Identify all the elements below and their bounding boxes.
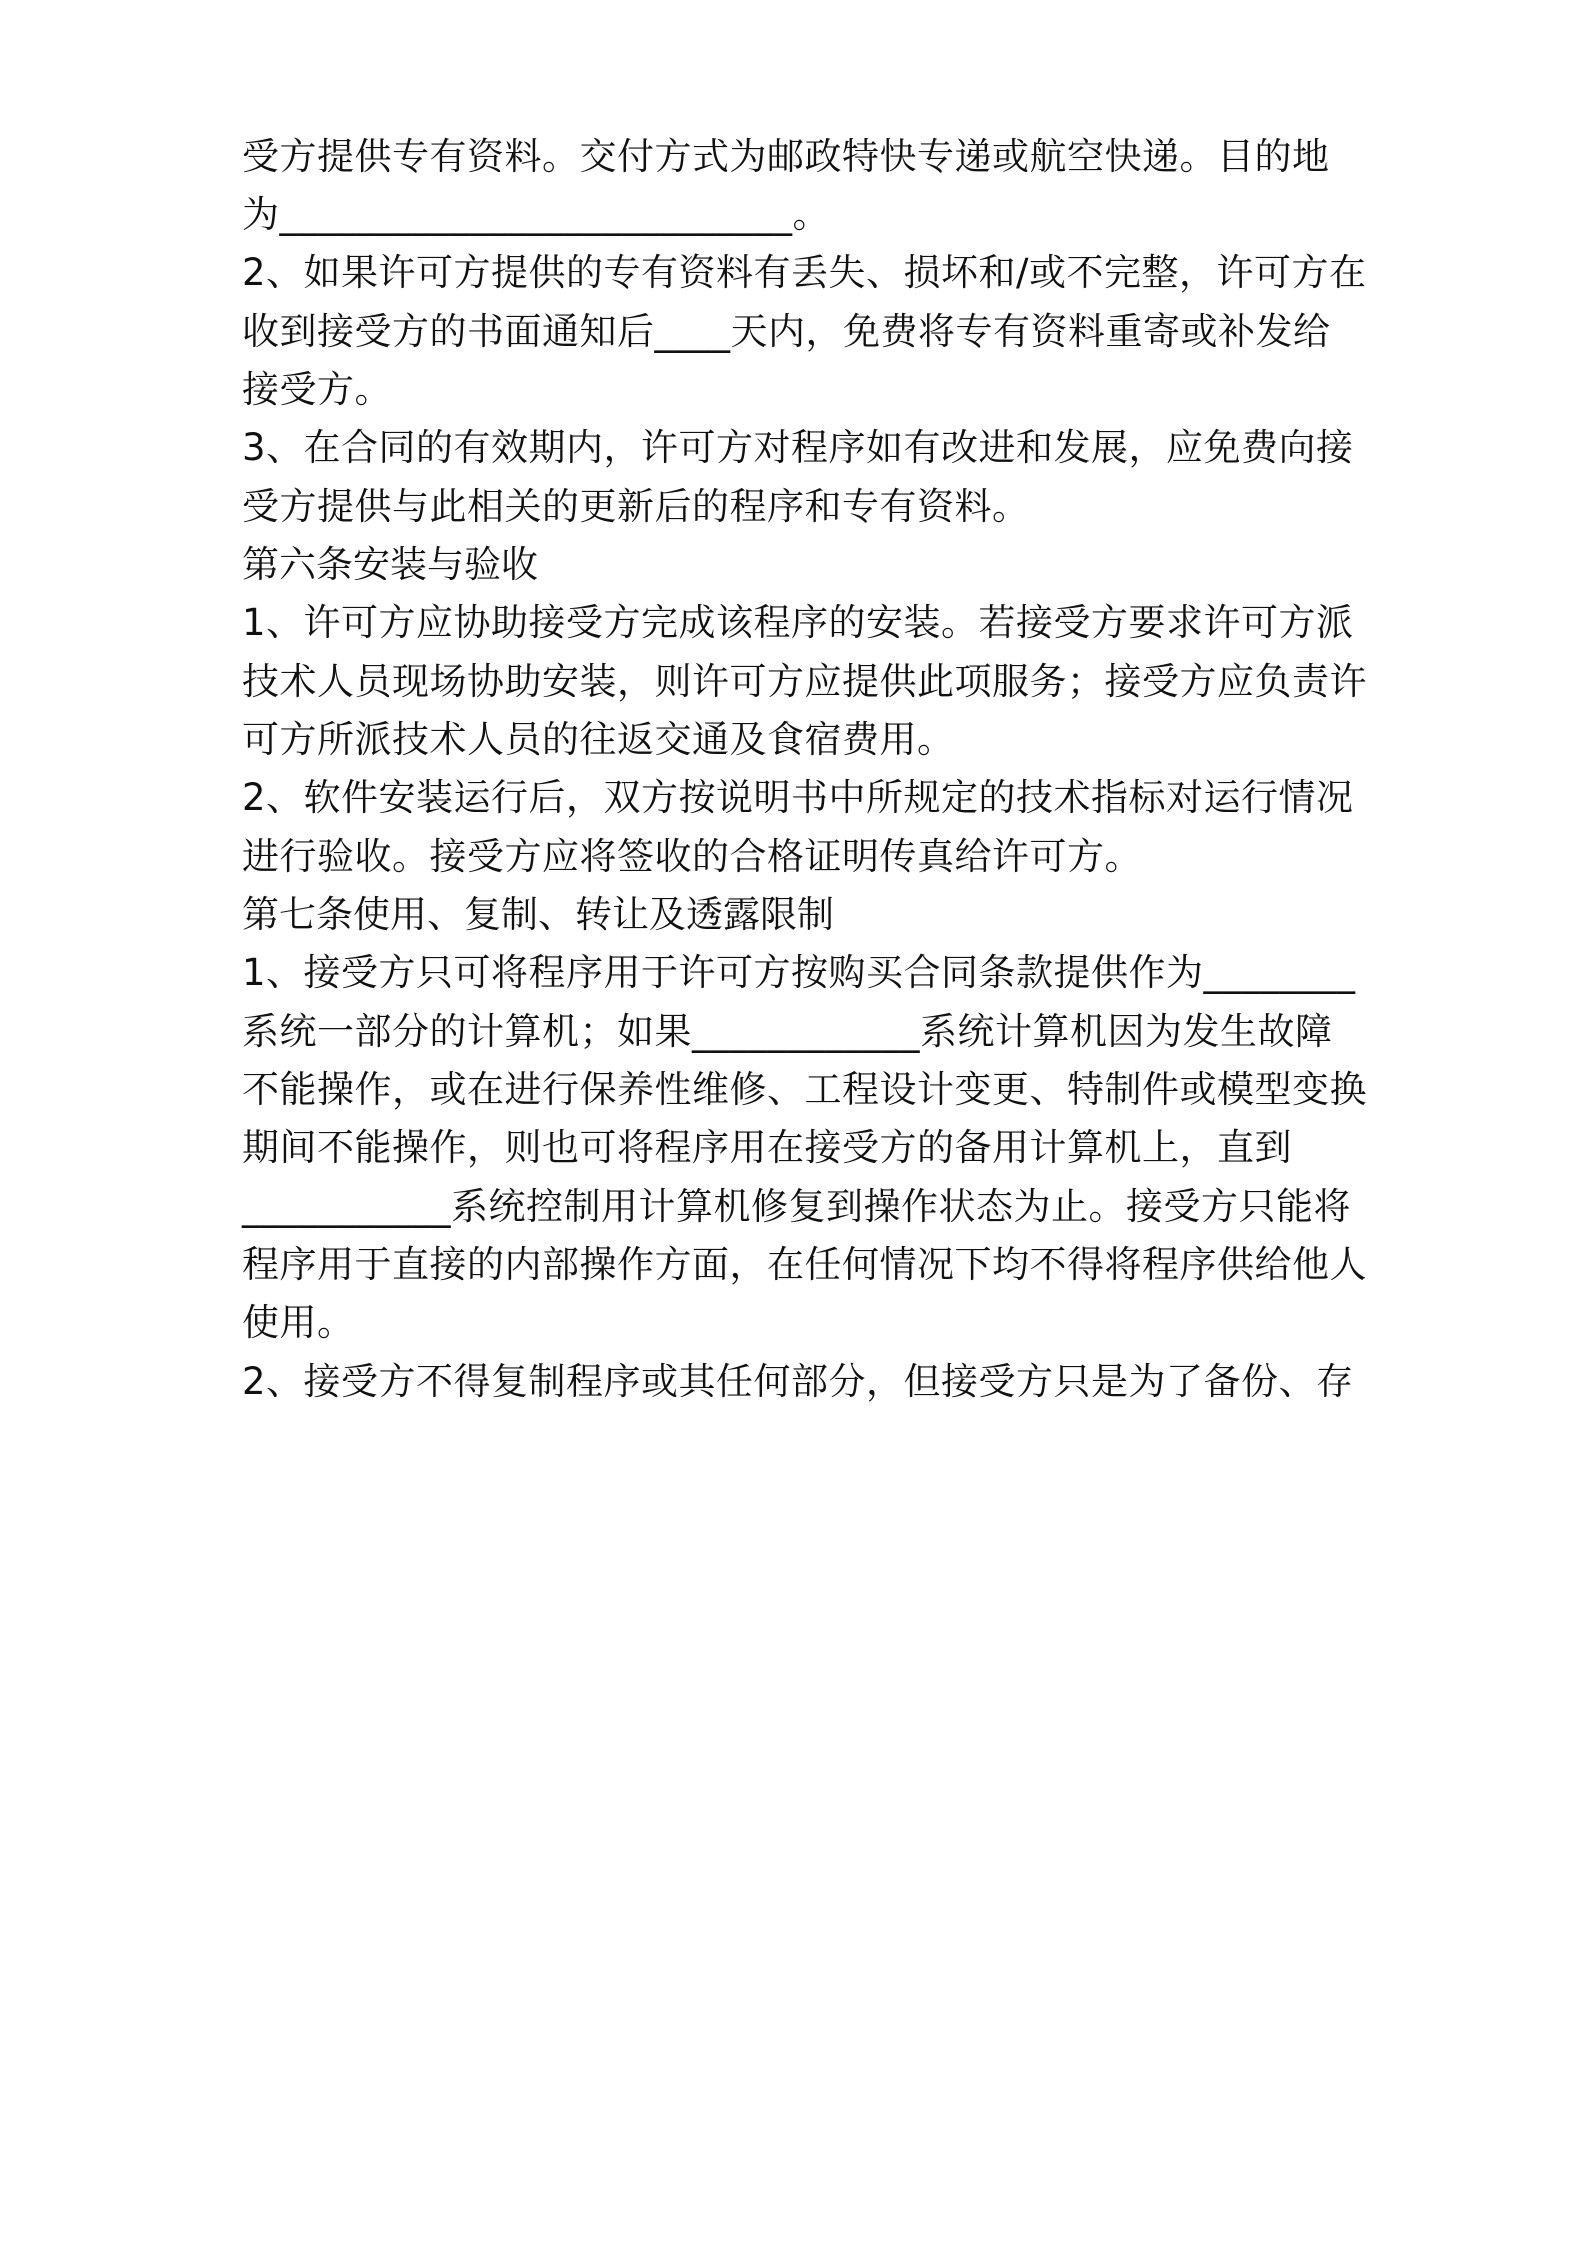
paragraph-line: 使用。	[242, 1301, 355, 1344]
paragraph-line: 进行验收。接受方应将签收的合格证明传真给许可方。	[242, 835, 1142, 878]
paragraph-line: 期间不能操作，则也可将程序用在接受方的备用计算机上，直到	[242, 1126, 1292, 1169]
clause-line: 2、如果许可方提供的专有资料有丢失、损坏和/或不完整，许可方在	[242, 251, 1367, 294]
paragraph-line: 可方所派技术人员的往返交通及食宿费用。	[242, 718, 955, 761]
paragraph-line: 收到接受方的书面通知后____天内，免费将专有资料重寄或补发给	[242, 310, 1331, 353]
paragraph-line: 为___________________________。	[242, 193, 830, 236]
paragraph-line: 系统一部分的计算机；如果____________系统计算机因为发生故障	[242, 1010, 1333, 1053]
clause-line: 2、接受方不得复制程序或其任何部分，但接受方只是为了备份、存	[242, 1360, 1354, 1403]
paragraph-line: 受方提供与此相关的更新后的程序和专有资料。	[242, 485, 1030, 528]
article-heading: 第七条使用、复制、转让及透露限制	[242, 893, 834, 936]
paragraph-line: 程序用于直接的内部操作方面，在任何情况下均不得将程序供给他人	[242, 1243, 1367, 1286]
clause-line: 3、在合同的有效期内，许可方对程序如有改进和发展，应免费向接	[242, 426, 1354, 469]
paragraph-line: 接受方。	[242, 368, 392, 411]
paragraph-line: 技术人员现场协助安装，则许可方应提供此项服务；接受方应负责许	[242, 660, 1367, 703]
article-heading: 第六条安装与验收	[242, 543, 538, 586]
paragraph-line: 不能操作，或在进行保养性维修、工程设计变更、特制件或模型变换	[242, 1068, 1367, 1111]
clause-line: 1、许可方应协助接受方完成该程序的安装。若接受方要求许可方派	[242, 601, 1354, 644]
clause-line: 2、软件安装运行后，双方按说明书中所规定的技术指标对运行情况	[242, 776, 1354, 819]
paragraph-line: 受方提供专有资料。交付方式为邮政特快专递或航空快递。目的地	[242, 135, 1330, 178]
clause-line: 1、接受方只可将程序用于许可方按购买合同条款提供作为________	[242, 951, 1356, 994]
paragraph-line: ___________系统控制用计算机修复到操作状态为止。接受方只能将	[242, 1185, 1351, 1228]
